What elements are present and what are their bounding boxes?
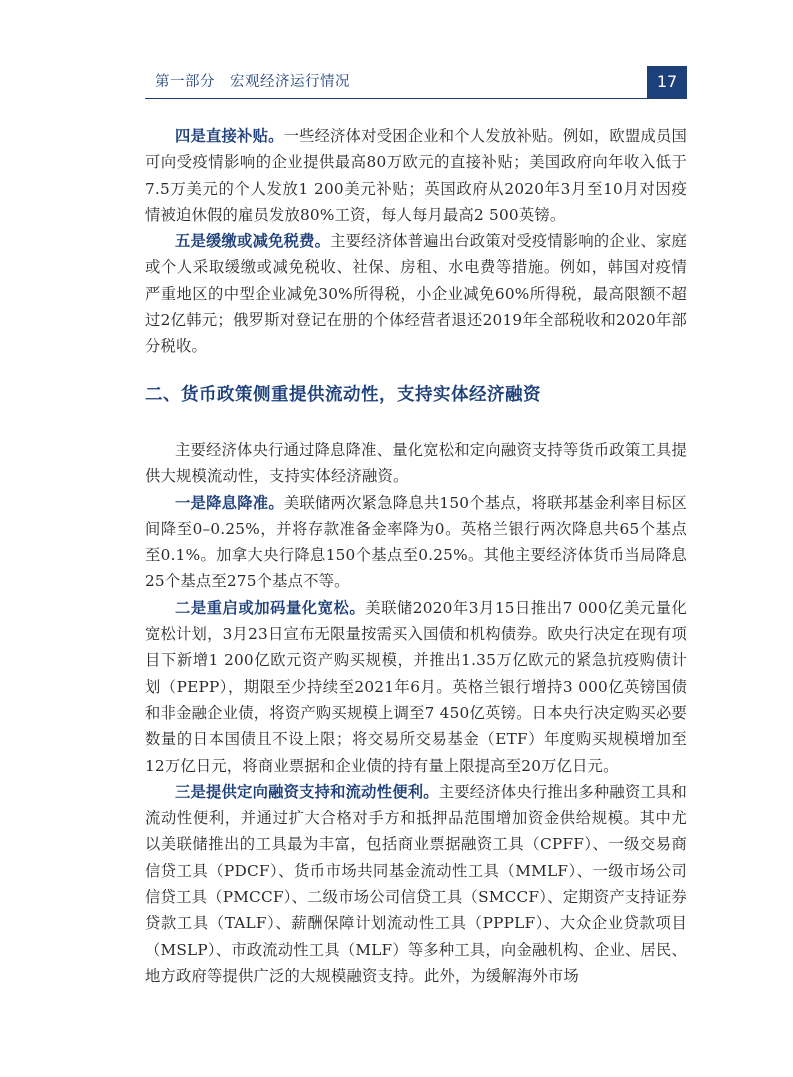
- paragraph-lead: 三是提供定向融资支持和流动性便利。: [175, 782, 439, 801]
- paragraph-text: 主要经济体央行通过降息降准、量化宽松和定向融资支持等货币政策工具提供大规模流动性，支持实体经济融资。: [145, 441, 687, 486]
- page-number: 17: [647, 66, 687, 98]
- section-heading: 二、货币政策侧重提供流动性，支持实体经济融资: [145, 385, 541, 405]
- paragraph-intro: [145, 437, 687, 490]
- bottom-body-text: [145, 437, 687, 989]
- paragraph-direct-subsidies: [145, 123, 687, 228]
- paragraph-quantitative-easing: [145, 595, 687, 779]
- paragraph-text: 主要经济体央行推出多种融资工具和流动性便利，并通过扩大合格对手方和抵押品范围增加资金供给规模。其中尤以美联储推出的工具最为丰富，包括商业票据融资工具（CPFF）、一级交易商信贷工具（PDCF）、货币市场共同基金流动性工具（MMLF）、一级市场公司信贷工具（PMCCF）、二级市场公司信贷工具（SMCCF）、定期资产支持证券贷款工具（TALF）、薪酬保障计划流动性工具（PPPLF）、大众企业贷款项目（MSLP）、市政流动性工具（MLF）等多种工具，向金融机构、企业、居民、地方政府等提供广泛的大规模融资支持。此外，为缓解海外市场: [145, 782, 687, 985]
- paragraph-tax-relief: [145, 228, 687, 359]
- paragraph-text: 主要经济体普遍出台政策对受疫情影响的企业、家庭或个人采取缓缴或减免税收、社保、房租、水电费等措施。例如，韩国对疫情严重地区的中型企业减免30%所得税，小企业减免60%所得税，最高限额不超过2亿韩元；俄罗斯对登记在册的个体经营者退还2019年全部税收和2020年部分税收。: [145, 232, 687, 356]
- paragraph-text: 美联储2020年3月15日推出7 000亿美元量化宽松计划，3月23日宣布无限量按需买入国债和机构债券。欧央行决定在现有项目下新增1 200亿欧元资产购买规模，并推出1.35万亿欧元的紧急抗疫购债计划（PEPP），期限至少持续至2021年6月。英格兰银行增持3 000亿英镑国债和非金融企业债，将资产购买规模上调至7 450亿英镑。日本央行决定购买必要数量的日本国债且不设上限；将交易所交易基金（ETF）年度购买规模增加至12万亿日元，将商业票据和企业债的持有量上限提高至20万亿日元。: [145, 598, 688, 775]
- paragraph-rate-cuts: [145, 490, 687, 595]
- top-body-text: [145, 123, 687, 360]
- page-header: [145, 66, 687, 99]
- paragraph-lead: 四是直接补贴。: [175, 127, 284, 145]
- paragraph-targeted-financing: [145, 779, 687, 989]
- paragraph-text: 一些经济体对受困企业和个人发放补贴。例如，欧盟成员国可向受疫情影响的企业提供最高80万欧元的直接补贴；美国政府向年收入低于7.5万美元的个人发放1 200美元补贴；英国政府从2020年3月至10月对因疫情被迫休假的雇员发放80%工资，每人每月最高2 500英镑。: [145, 127, 687, 224]
- paragraph-lead: 五是缓缴或减免税费。: [175, 232, 331, 251]
- paragraph-lead: 二是重启或加码量化宽松。: [175, 598, 366, 617]
- paragraph-lead: 一是降息降准。: [175, 493, 284, 512]
- paragraph-text: 美联储两次紧急降息共150个基点，将联邦基金利率目标区间降至0–0.25%，并将存款准备金率降为0。英格兰银行两次降息共65个基点至0.1%。加拿大央行降息150个基点至0.25%。其他主要经济体货币当局降息25个基点至275个基点不等。: [145, 493, 687, 591]
- running-header-title: 第一部分 宏观经济运行情况: [155, 74, 350, 90]
